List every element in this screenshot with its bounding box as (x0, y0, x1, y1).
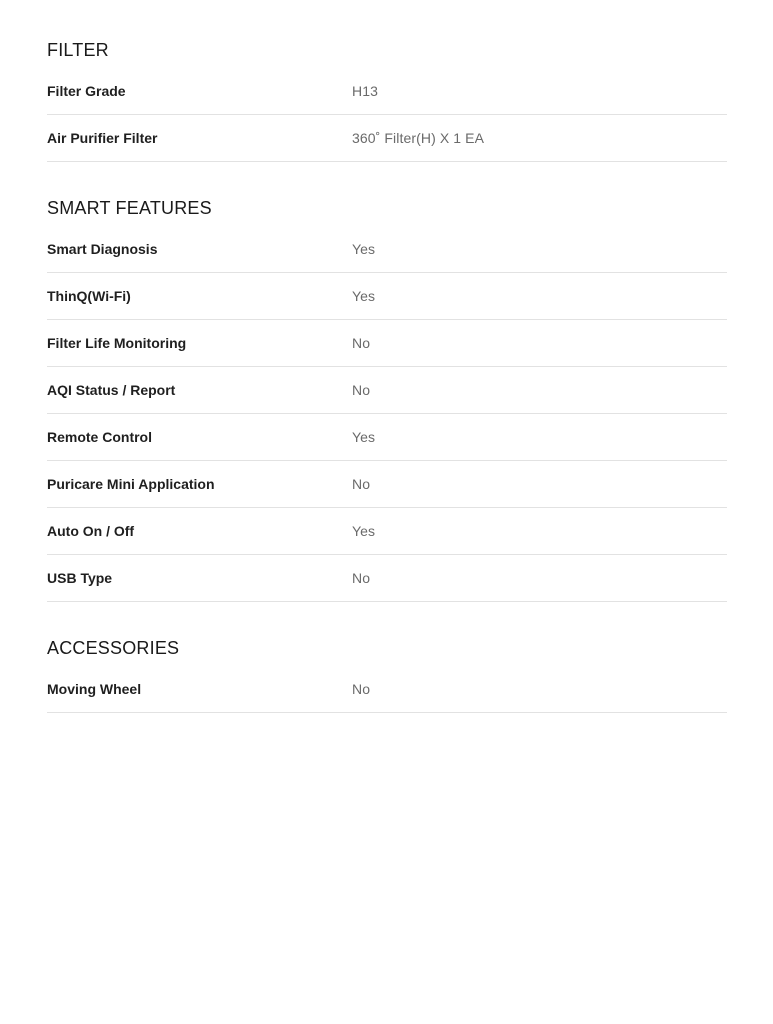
section-title: FILTER (47, 40, 109, 60)
spec-row (47, 508, 727, 555)
section-accessories (47, 638, 727, 713)
spec-label: Remote Control (47, 429, 152, 445)
spec-value: No (352, 476, 371, 492)
spec-label: Smart Diagnosis (47, 241, 158, 257)
spec-value: H13 (352, 83, 378, 99)
spec-label: Air Purifier Filter (47, 130, 158, 146)
spec-row (47, 461, 727, 508)
spec-label: Puricare Mini Application (47, 476, 215, 492)
section-smart-features (47, 198, 727, 602)
spec-label: Auto On / Off (47, 523, 135, 539)
spec-row (47, 555, 727, 602)
spec-value: Yes (352, 429, 376, 445)
spec-row (47, 115, 727, 162)
spec-label: AQI Status / Report (47, 382, 176, 398)
section-title: SMART FEATURES (47, 198, 212, 218)
spec-row (47, 666, 727, 713)
spec-value: No (352, 335, 371, 351)
spec-row (47, 68, 727, 115)
spec-row (47, 414, 727, 461)
spec-value: Yes (352, 288, 376, 304)
spec-label: Filter Life Monitoring (47, 335, 187, 351)
spec-value: Yes (352, 523, 376, 539)
spec-row (47, 320, 727, 367)
spec-value: No (352, 570, 371, 586)
section-title: ACCESSORIES (47, 638, 180, 658)
spec-value: Yes (352, 241, 376, 257)
spec-label: Moving Wheel (47, 681, 142, 697)
spec-row (47, 367, 727, 414)
spec-value: No (352, 382, 371, 398)
spec-row (47, 226, 727, 273)
spec-value: 360˚ Filter(H) X 1 EA (352, 130, 485, 146)
spec-row (47, 273, 727, 320)
spec-label: ThinQ(Wi-Fi) (47, 288, 131, 304)
spec-value: No (352, 681, 371, 697)
section-filter (47, 40, 727, 162)
spec-label: USB Type (47, 570, 113, 586)
spec-label: Filter Grade (47, 83, 126, 99)
